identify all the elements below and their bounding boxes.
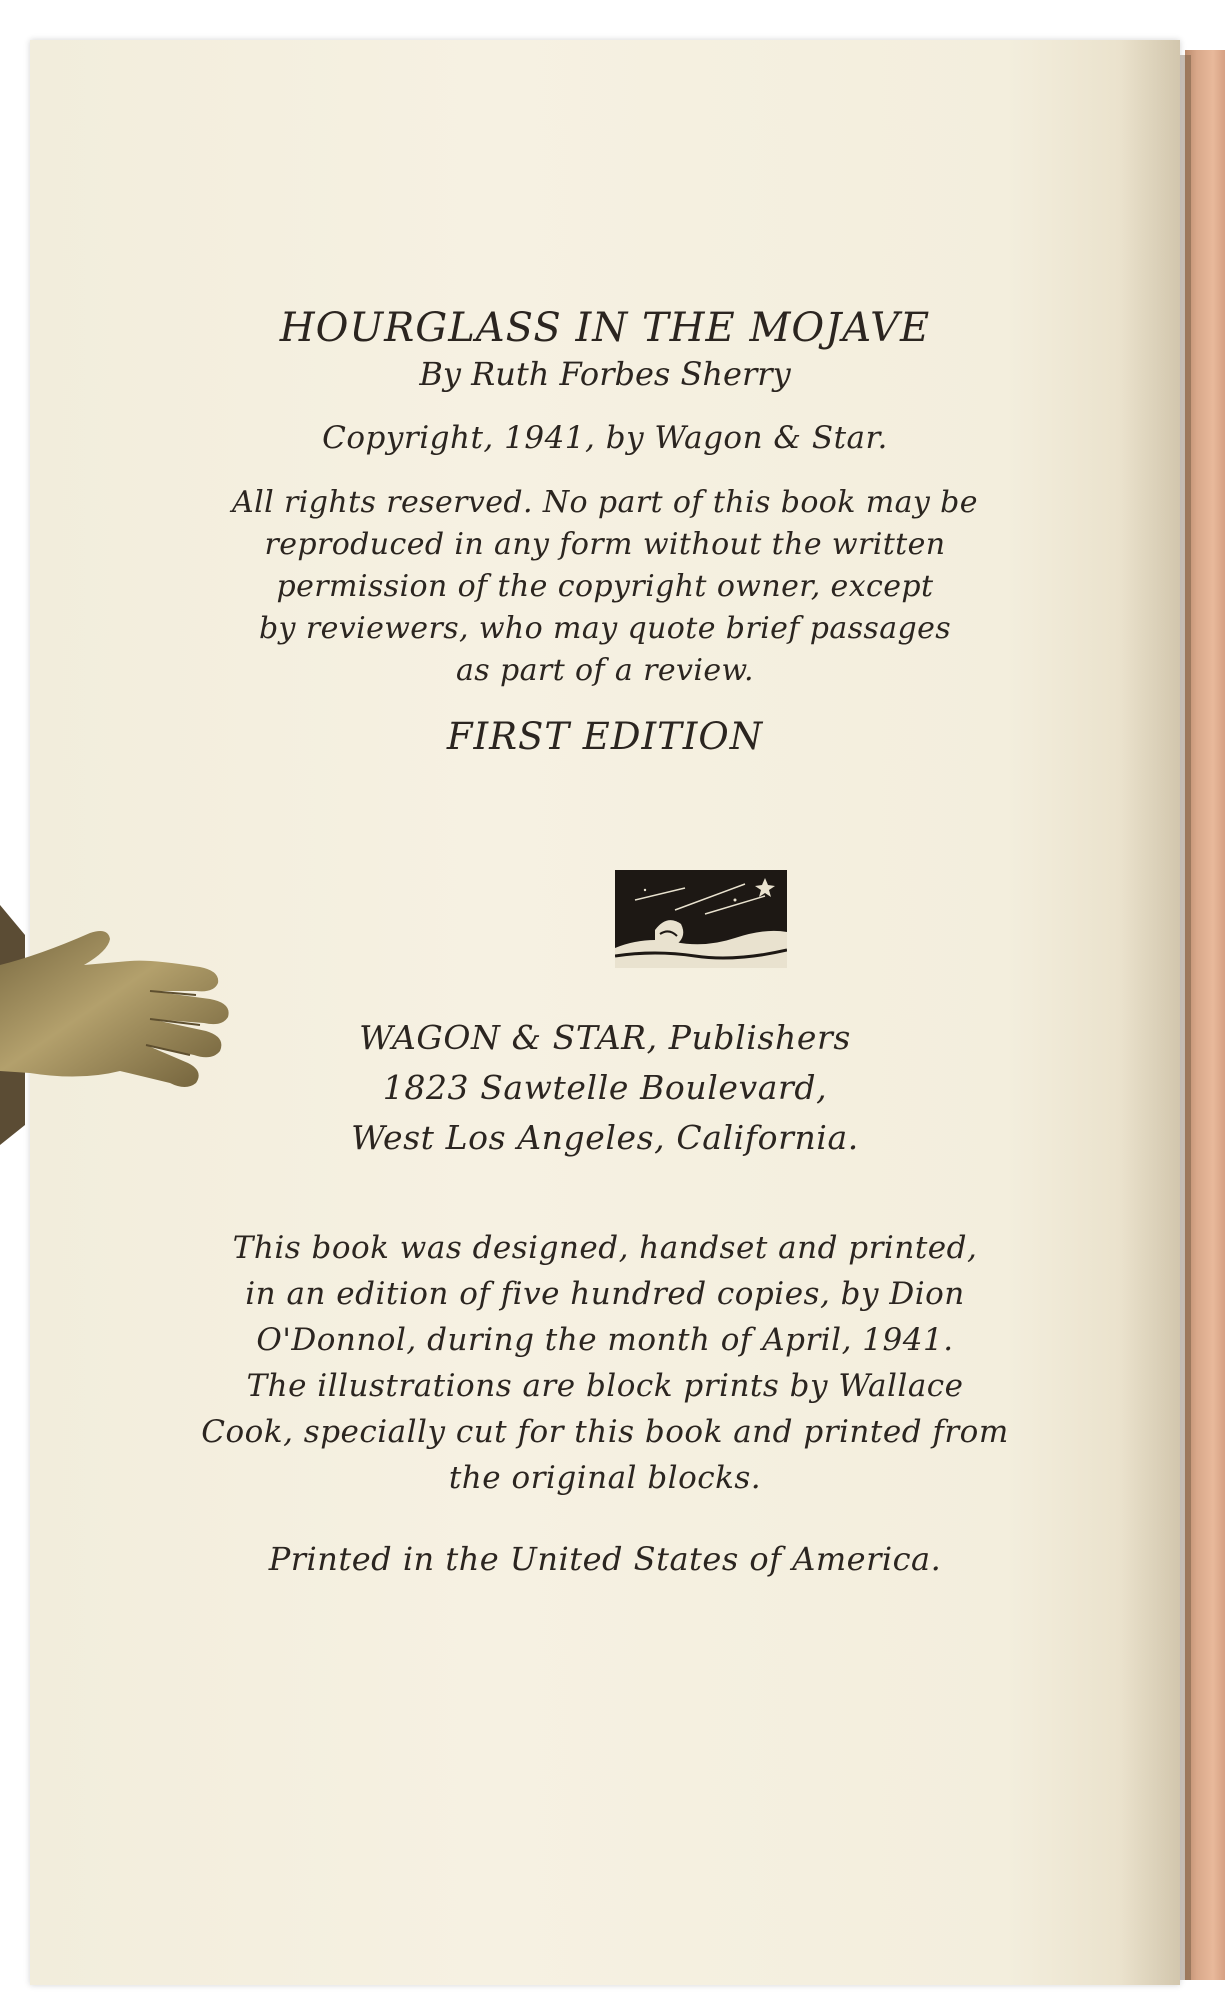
author-line: By Ruth Forbes Sherry bbox=[419, 355, 791, 393]
rights-line: by reviewers, who may quote brief passages bbox=[258, 611, 952, 646]
rights-line: permission of the copyright owner, except bbox=[276, 569, 934, 604]
brass-hand-bookmark-icon bbox=[0, 895, 235, 1145]
rights-line: as part of a review. bbox=[455, 653, 754, 688]
colophon-line: O'Donnol, during the month of April, 1941. bbox=[256, 1322, 954, 1358]
woodcut-illustration-icon bbox=[615, 870, 787, 968]
book-cover-edge bbox=[1185, 50, 1225, 1980]
colophon-line: the original blocks. bbox=[448, 1460, 762, 1496]
colophon-line: in an edition of five hundred copies, by Dion bbox=[245, 1276, 965, 1312]
copyright-line: Copyright, 1941, by Wagon & Star. bbox=[322, 420, 888, 456]
printed-in-line: Printed in the United States of America. bbox=[268, 1540, 942, 1578]
publisher-line: WAGON & STAR, Publishers bbox=[359, 1018, 851, 1057]
publisher-city-line: West Los Angeles, California. bbox=[351, 1118, 859, 1157]
colophon-line: Cook, specially cut for this book and printed from bbox=[201, 1414, 1009, 1450]
publisher-address-line: 1823 Sawtelle Boulevard, bbox=[382, 1068, 828, 1107]
colophon-line: This book was designed, handset and printed, bbox=[232, 1230, 978, 1266]
rights-line: reproduced in any form without the written bbox=[264, 527, 946, 562]
edition-statement: FIRST EDITION bbox=[446, 715, 764, 758]
colophon-line: The illustrations are block prints by Wallace bbox=[246, 1368, 964, 1404]
book-title: HOURGLASS IN THE MOJAVE bbox=[279, 305, 931, 351]
rights-line: All rights reserved. No part of this book may be bbox=[232, 485, 978, 520]
